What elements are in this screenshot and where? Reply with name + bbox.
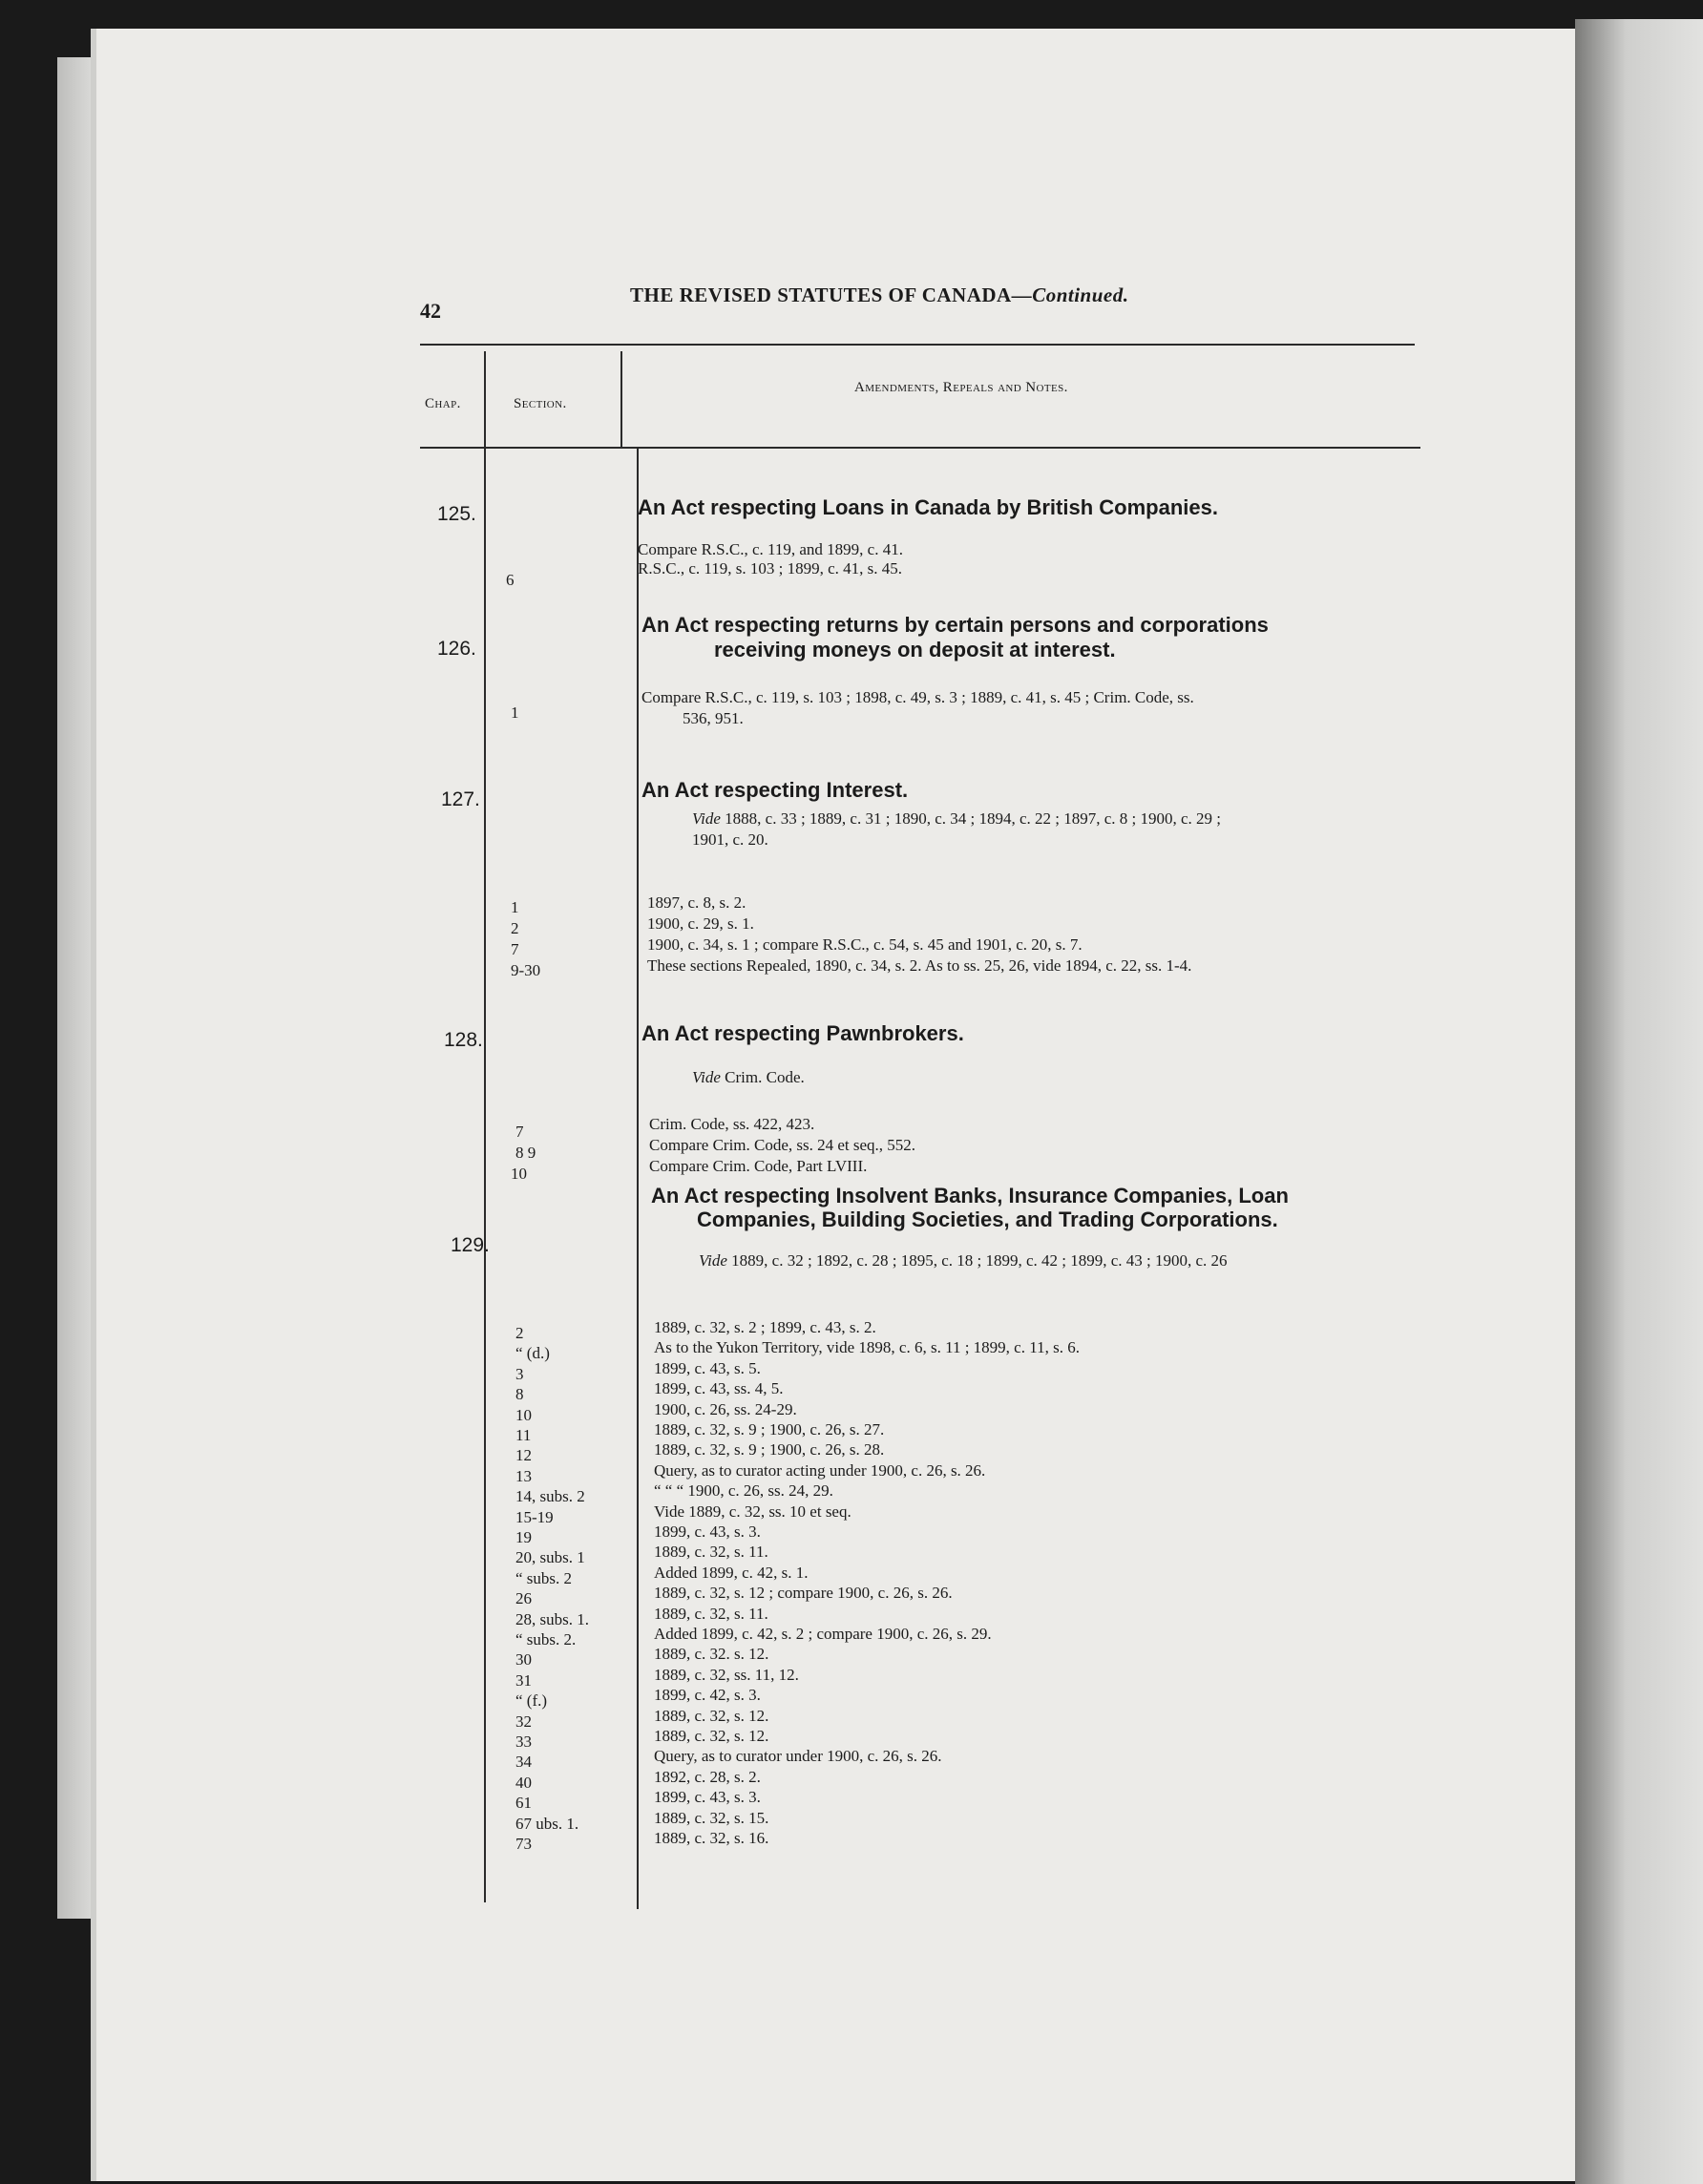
amendment-note: 1889, c. 32, s. 11. (654, 1543, 768, 1561)
amendment-note: 1899, c. 42, s. 3. (654, 1686, 761, 1704)
vide-note: Vide 1888, c. 33 ; 1889, c. 31 ; 1890, c. 34 ; 1894, c. 22 ; 1897, c. 8 ; 1900, c. 29 ; (692, 809, 1222, 828)
section-number: 1 (511, 898, 519, 916)
running-title: THE REVISED STATUTES OF CANADA—Continued. (630, 284, 1129, 306)
amendment-note: Vide 1889, c. 32, ss. 10 et seq. (654, 1502, 852, 1521)
amendment-note: 1889, c. 32, s. 11. (654, 1605, 768, 1623)
section-number: 13 (515, 1467, 532, 1485)
section-number: 30 (515, 1650, 532, 1669)
section-number: “ (f.) (515, 1691, 548, 1710)
book-page-edge (57, 57, 95, 1919)
act-title-line-2: receiving moneys on deposit at interest. (714, 638, 1116, 662)
section-number: 11 (515, 1426, 532, 1444)
amendment-note: 1900, c. 26, ss. 24-29. (654, 1400, 797, 1418)
amendment-note: As to the Yukon Territory, vide 1898, c. 6, s. 11 ; 1899, c. 11, s. 6. (654, 1338, 1080, 1356)
amendment-note: 1889, c. 32, s. 12 ; compare 1900, c. 26, s. 26. (654, 1584, 953, 1602)
section-number: 3 (515, 1365, 524, 1383)
section-number: 10 (515, 1406, 532, 1424)
column-head-chap: Chap. (425, 396, 461, 411)
amendment-note: 1889, c. 32, s. 9 ; 1900, c. 26, s. 28. (654, 1440, 885, 1459)
amendment-note: 1899, c. 43, s. 3. (654, 1522, 761, 1541)
section-number: 20, subs. 1 (515, 1548, 585, 1566)
amendment-note: Crim. Code, ss. 422, 423. (649, 1115, 815, 1133)
amendment-note: 1892, c. 28, s. 2. (654, 1768, 761, 1786)
amendment-note: 1899, c. 43, ss. 4, 5. (654, 1379, 784, 1397)
section-number: 19 (515, 1528, 532, 1546)
section-number: “ subs. 2. (515, 1630, 577, 1648)
act-title: An Act respecting Loans in Canada by British Companies. (638, 495, 1218, 519)
act-title: An Act respecting returns by certain persons and corporations (641, 613, 1269, 637)
header-rule-top (420, 344, 1415, 346)
general-note: Compare R.S.C., c. 119, and 1899, c. 41. (638, 540, 903, 558)
vide-note: Vide 1889, c. 32 ; 1892, c. 28 ; 1895, c. 18 ; 1899, c. 42 ; 1899, c. 43 ; 1900, c. 26 (699, 1251, 1228, 1270)
amendment-note: 1889, c. 32, s. 12. (654, 1727, 769, 1745)
section-number: 15-19 (515, 1508, 554, 1526)
amendment-note: 1889, c. 32, s. 16. (654, 1829, 769, 1847)
amendment-note: 1889, c. 32, s. 12. (654, 1707, 769, 1725)
amendment-note: 1900, c. 29, s. 1. (647, 914, 754, 933)
amendment-note: 1897, c. 8, s. 2. (647, 893, 746, 912)
vide-note: Vide Crim. Code. (692, 1068, 805, 1086)
section-number: 61 (515, 1794, 532, 1812)
act-title-line-2: Companies, Building Societies, and Trading Corporations. (697, 1208, 1278, 1231)
amendment-note: These sections Repealed, 1890, c. 34, s. 2. As to ss. 25, 26, vide 1894, c. 22, ss. 1-4. (647, 956, 1192, 975)
amendment-note: 1899, c. 43, s. 3. (654, 1788, 761, 1806)
section-number: 73 (515, 1835, 532, 1853)
chapter-number: 127. (441, 788, 480, 810)
act-title: An Act respecting Insolvent Banks, Insurance Companies, Loan (651, 1184, 1289, 1208)
section-number: “ (d.) (515, 1344, 550, 1362)
section-number: 6 (506, 571, 515, 589)
amendment-note: 1889, c. 32, ss. 11, 12. (654, 1666, 799, 1684)
section-number: 32 (515, 1712, 532, 1731)
section-number: 33 (515, 1732, 532, 1751)
column-divider-1 (484, 351, 486, 1902)
act-title: An Act respecting Pawnbrokers. (641, 1021, 964, 1045)
amendment-note: Added 1899, c. 42, s. 1. (654, 1564, 809, 1582)
section-number: 1 (511, 704, 519, 722)
amendment-note: 1899, c. 43, s. 5. (654, 1359, 761, 1377)
section-number: 31 (515, 1671, 532, 1690)
amendment-note: R.S.C., c. 119, s. 103 ; 1899, c. 41, s. 45. (638, 559, 903, 578)
section-number: 8 (515, 1385, 524, 1403)
amendment-note-continued: 536, 951. (683, 709, 744, 727)
column-divider-2 (620, 351, 622, 447)
chapter-number: 129. (451, 1234, 490, 1256)
section-number: “ subs. 2 (515, 1569, 573, 1587)
act-title: An Act respecting Interest. (641, 778, 909, 802)
section-number: 67 ubs. 1. (515, 1815, 579, 1833)
column-head-notes: Amendments, Repeals and Notes. (854, 380, 1068, 395)
amendment-note: Compare Crim. Code, Part LVIII. (649, 1157, 868, 1175)
amendment-note: Added 1899, c. 42, s. 2 ; compare 1900, c. 26, s. 29. (654, 1625, 992, 1643)
section-number: 7 (511, 940, 519, 958)
section-number: 2 (511, 919, 519, 937)
facing-page-edge (1575, 19, 1703, 2184)
section-number: 8 9 (515, 1144, 536, 1162)
page-number: 42 (420, 299, 441, 323)
chapter-number: 128. (444, 1029, 483, 1051)
amendment-note: 1889, c. 32, s. 9 ; 1900, c. 26, s. 27. (654, 1420, 885, 1438)
chapter-number: 125. (437, 503, 476, 525)
section-number: 26 (515, 1589, 532, 1607)
section-number: 7 (515, 1123, 524, 1141)
section-number: 12 (515, 1446, 532, 1464)
amendment-note: 1900, c. 34, s. 1 ; compare R.S.C., c. 54, s. 45 and 1901, c. 20, s. 7. (647, 935, 1083, 954)
section-number: 40 (515, 1774, 532, 1792)
section-number: 10 (511, 1165, 527, 1183)
section-number: 2 (515, 1324, 524, 1342)
amendment-note: 1889, c. 32. s. 12. (654, 1645, 769, 1663)
chapter-number: 126. (437, 638, 476, 660)
column-divider-3 (637, 449, 639, 1909)
scanned-page (91, 29, 1581, 2181)
column-head-section: Section. (514, 396, 567, 411)
section-number: 28, subs. 1. (515, 1610, 589, 1628)
vide-note-continued: 1901, c. 20. (692, 830, 768, 849)
amendment-note: Compare Crim. Code, ss. 24 et seq., 552. (649, 1136, 916, 1154)
amendment-note: Compare R.S.C., c. 119, s. 103 ; 1898, c. 49, s. 3 ; 1889, c. 41, s. 45 ; Crim. Code, ss. (641, 688, 1194, 706)
section-number: 9-30 (511, 961, 541, 979)
amendment-note: “ “ “ 1900, c. 26, ss. 24, 29. (654, 1481, 833, 1500)
amendment-note: 1889, c. 32, s. 2 ; 1899, c. 43, s. 2. (654, 1318, 876, 1336)
amendment-note: Query, as to curator under 1900, c. 26, s. 26. (654, 1747, 942, 1765)
section-number: 34 (515, 1753, 532, 1771)
header-rule-bottom (420, 447, 1420, 449)
section-number: 14, subs. 2 (515, 1487, 585, 1505)
amendment-note: 1889, c. 32, s. 15. (654, 1809, 769, 1827)
amendment-note: Query, as to curator acting under 1900, c. 26, s. 26. (654, 1461, 986, 1480)
